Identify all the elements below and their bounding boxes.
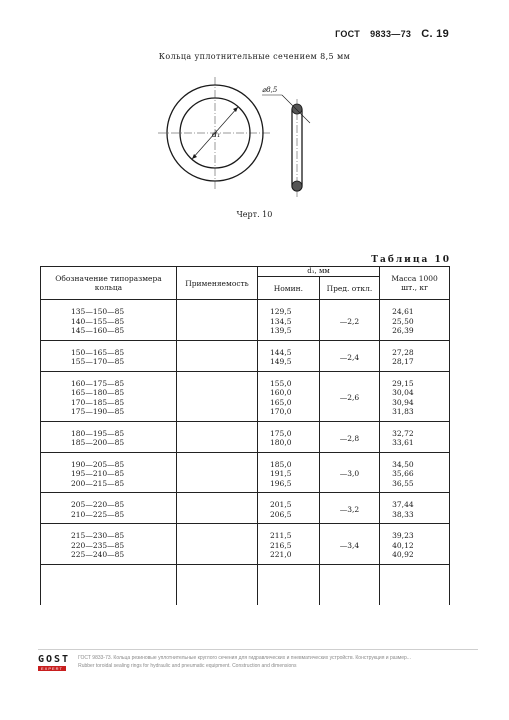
d1-dimension-label: d₁ (212, 130, 221, 139)
application-cell (176, 493, 257, 524)
table-row (41, 524, 450, 565)
nominal-cell (258, 421, 320, 452)
nominal-cell-value: 155,0 (270, 378, 292, 388)
designation-cell (41, 493, 177, 524)
designation-cell-value: 135—150—85 (71, 307, 125, 316)
designation-cell-value: 175—190—85 (71, 407, 125, 416)
designation-cell (41, 421, 177, 452)
page-footer (38, 649, 478, 671)
header-nominal: Номин. (258, 277, 320, 300)
designation-cell-value: 160—175—85 (71, 378, 125, 388)
nominal-cell-value: 201,5 (270, 500, 292, 509)
designation-cell-value: 185—200—85 (71, 438, 125, 447)
gost-label: ГОСТ (335, 29, 361, 39)
nominal-cell (258, 452, 320, 493)
tolerance-cell: —2,2 (319, 300, 379, 341)
mass-cell-value: 40,92 (392, 550, 414, 559)
designation-cell-value: 170—185—85 (71, 397, 125, 407)
nominal-cell-value: 160,0 (270, 388, 292, 397)
header-designation: Обозначение типоразмера кольца (41, 267, 177, 300)
tolerance-cell: —3,0 (319, 452, 379, 493)
designation-cell-value: 210—225—85 (71, 509, 125, 519)
nominal-cell (258, 524, 320, 565)
mass-cell-value: 30,94 (392, 397, 414, 407)
gost-number: 9833—73 (370, 29, 412, 39)
mass-cell-value: 32,72 (392, 428, 414, 438)
mass-cell (380, 452, 450, 493)
empty-cell (319, 564, 379, 605)
mass-cell (380, 300, 450, 341)
designation-cell-value: 190—205—85 (71, 459, 125, 469)
designation-cell-value: 165—180—85 (71, 388, 125, 397)
designation-cell-value: 150—165—85 (71, 347, 125, 357)
mass-cell-value: 36,55 (392, 478, 414, 488)
mass-cell-value: 33,61 (392, 438, 414, 447)
gost-expert-logo (38, 655, 70, 671)
nominal-cell-value: 175,0 (270, 428, 292, 438)
mass-cell-value: 28,17 (392, 357, 414, 366)
mass-cell-value: 34,50 (392, 459, 414, 469)
designation-cell (41, 371, 177, 421)
nominal-cell (258, 300, 320, 341)
nominal-cell-value: 144,5 (270, 347, 292, 357)
tolerance-cell: —2,6 (319, 371, 379, 421)
table-row (41, 300, 450, 341)
nominal-cell-value: 165,0 (270, 397, 292, 407)
designation-cell (41, 524, 177, 565)
nominal-cell-value: 180,0 (270, 438, 292, 447)
mass-cell (380, 493, 450, 524)
designation-cell (41, 452, 177, 493)
empty-cell (176, 564, 257, 605)
nominal-cell-value: 196,5 (270, 478, 292, 488)
designation-cell-value: 225—240—85 (71, 550, 125, 559)
designation-cell-value: 195—210—85 (71, 469, 125, 478)
footer-text-block (78, 655, 411, 670)
mass-cell (380, 524, 450, 565)
application-cell (176, 421, 257, 452)
application-cell (176, 452, 257, 493)
nominal-cell (258, 371, 320, 421)
mass-cell-value: 29,15 (392, 378, 414, 388)
application-cell (176, 300, 257, 341)
header-application: Применяемость (176, 267, 257, 300)
table-body (41, 300, 450, 605)
tolerance-cell: —2,8 (319, 421, 379, 452)
designation-cell-value: 155—170—85 (71, 357, 125, 366)
section-bottom (292, 181, 302, 191)
table-row (41, 421, 450, 452)
mass-cell-value: 31,83 (392, 407, 414, 416)
empty-cell (41, 564, 177, 605)
designation-cell (41, 300, 177, 341)
mass-cell (380, 371, 450, 421)
nominal-cell-value: 170,0 (270, 407, 292, 416)
d1-arrow-bottom (192, 154, 197, 159)
nominal-cell (258, 340, 320, 371)
mass-cell-value: 38,33 (392, 509, 414, 519)
empty-cell (258, 564, 320, 605)
nominal-cell-value: 221,0 (270, 550, 292, 559)
table-row (41, 371, 450, 421)
mass-cell-value: 37,44 (392, 500, 414, 509)
mass-cell-value: 39,23 (392, 531, 414, 540)
ring-drawing (150, 75, 330, 205)
application-cell (176, 524, 257, 565)
designation-cell-value: 180—195—85 (71, 428, 125, 438)
figure-caption: Черт. 10 (236, 210, 273, 219)
tolerance-cell: —2,4 (319, 340, 379, 371)
nominal-cell-value: 134,5 (270, 316, 292, 326)
tolerance-cell: —3,4 (319, 524, 379, 565)
mass-cell (380, 421, 450, 452)
page-number: С. 19 (421, 28, 449, 40)
designation-cell-value: 145—160—85 (71, 326, 125, 335)
nominal-cell-value: 185,0 (270, 459, 292, 469)
header-mass: Масса 1000 шт., кг (380, 267, 450, 300)
section-leader (282, 95, 310, 123)
nominal-cell-value: 211,5 (270, 531, 292, 540)
mass-cell-value: 35,66 (392, 469, 414, 478)
table-row (41, 340, 450, 371)
nominal-cell-value: 139,5 (270, 326, 292, 335)
nominal-cell (258, 493, 320, 524)
mass-cell-value: 24,61 (392, 307, 414, 316)
table-row (41, 493, 450, 524)
tolerance-cell: —3,2 (319, 493, 379, 524)
d1-arrow-top (233, 107, 238, 112)
header-tolerance: Пред. откл. (319, 277, 379, 300)
mass-cell-value: 40,12 (392, 540, 414, 550)
logo-word: GOST (38, 654, 71, 665)
header-d1: d₁, мм (258, 267, 380, 277)
designation-cell-value: 140—155—85 (71, 316, 125, 326)
nominal-cell-value: 191,5 (270, 469, 292, 478)
footer-line-en: Rubber toroidal sealing rings for hydraulic and pneumatic equipment. Construction and dimensions (78, 662, 297, 669)
designation-cell-value: 200—215—85 (71, 478, 125, 488)
mass-cell-value: 25,50 (392, 316, 414, 326)
section-dimension-label: ⌀8,5 (262, 86, 278, 94)
nominal-cell-value: 216,5 (270, 540, 292, 550)
footer-line-ru[interactable]: ГОСТ 9833-73. Кольца резиновые уплотнительные круглого сечения для гидравлических и пневматических устройств. Конструкция и размер... (78, 655, 411, 661)
table-row (41, 452, 450, 493)
designation-cell-value: 220—235—85 (71, 540, 125, 550)
empty-cell (380, 564, 450, 605)
section-top (292, 104, 302, 114)
nominal-cell-value: 129,5 (270, 307, 292, 316)
mass-cell (380, 340, 450, 371)
nominal-cell-value: 206,5 (270, 509, 292, 519)
designation-cell-value: 205—220—85 (71, 500, 125, 509)
logo-subtitle: EXPERT (38, 666, 66, 671)
mass-cell-value: 26,39 (392, 326, 414, 335)
mass-cell-value: 30,04 (392, 388, 414, 397)
designation-cell-value: 215—230—85 (71, 531, 125, 540)
table-title: Таблица 10 (371, 255, 451, 265)
nominal-cell-value: 149,5 (270, 357, 292, 366)
figure-title: Кольца уплотнительные сечением 8,5 мм (158, 52, 351, 61)
application-cell (176, 340, 257, 371)
designation-cell (41, 340, 177, 371)
application-cell (176, 371, 257, 421)
dimensions-table (40, 266, 450, 605)
mass-cell-value: 27,28 (392, 347, 414, 357)
table-filler-row (41, 564, 450, 605)
page-header (335, 28, 449, 40)
